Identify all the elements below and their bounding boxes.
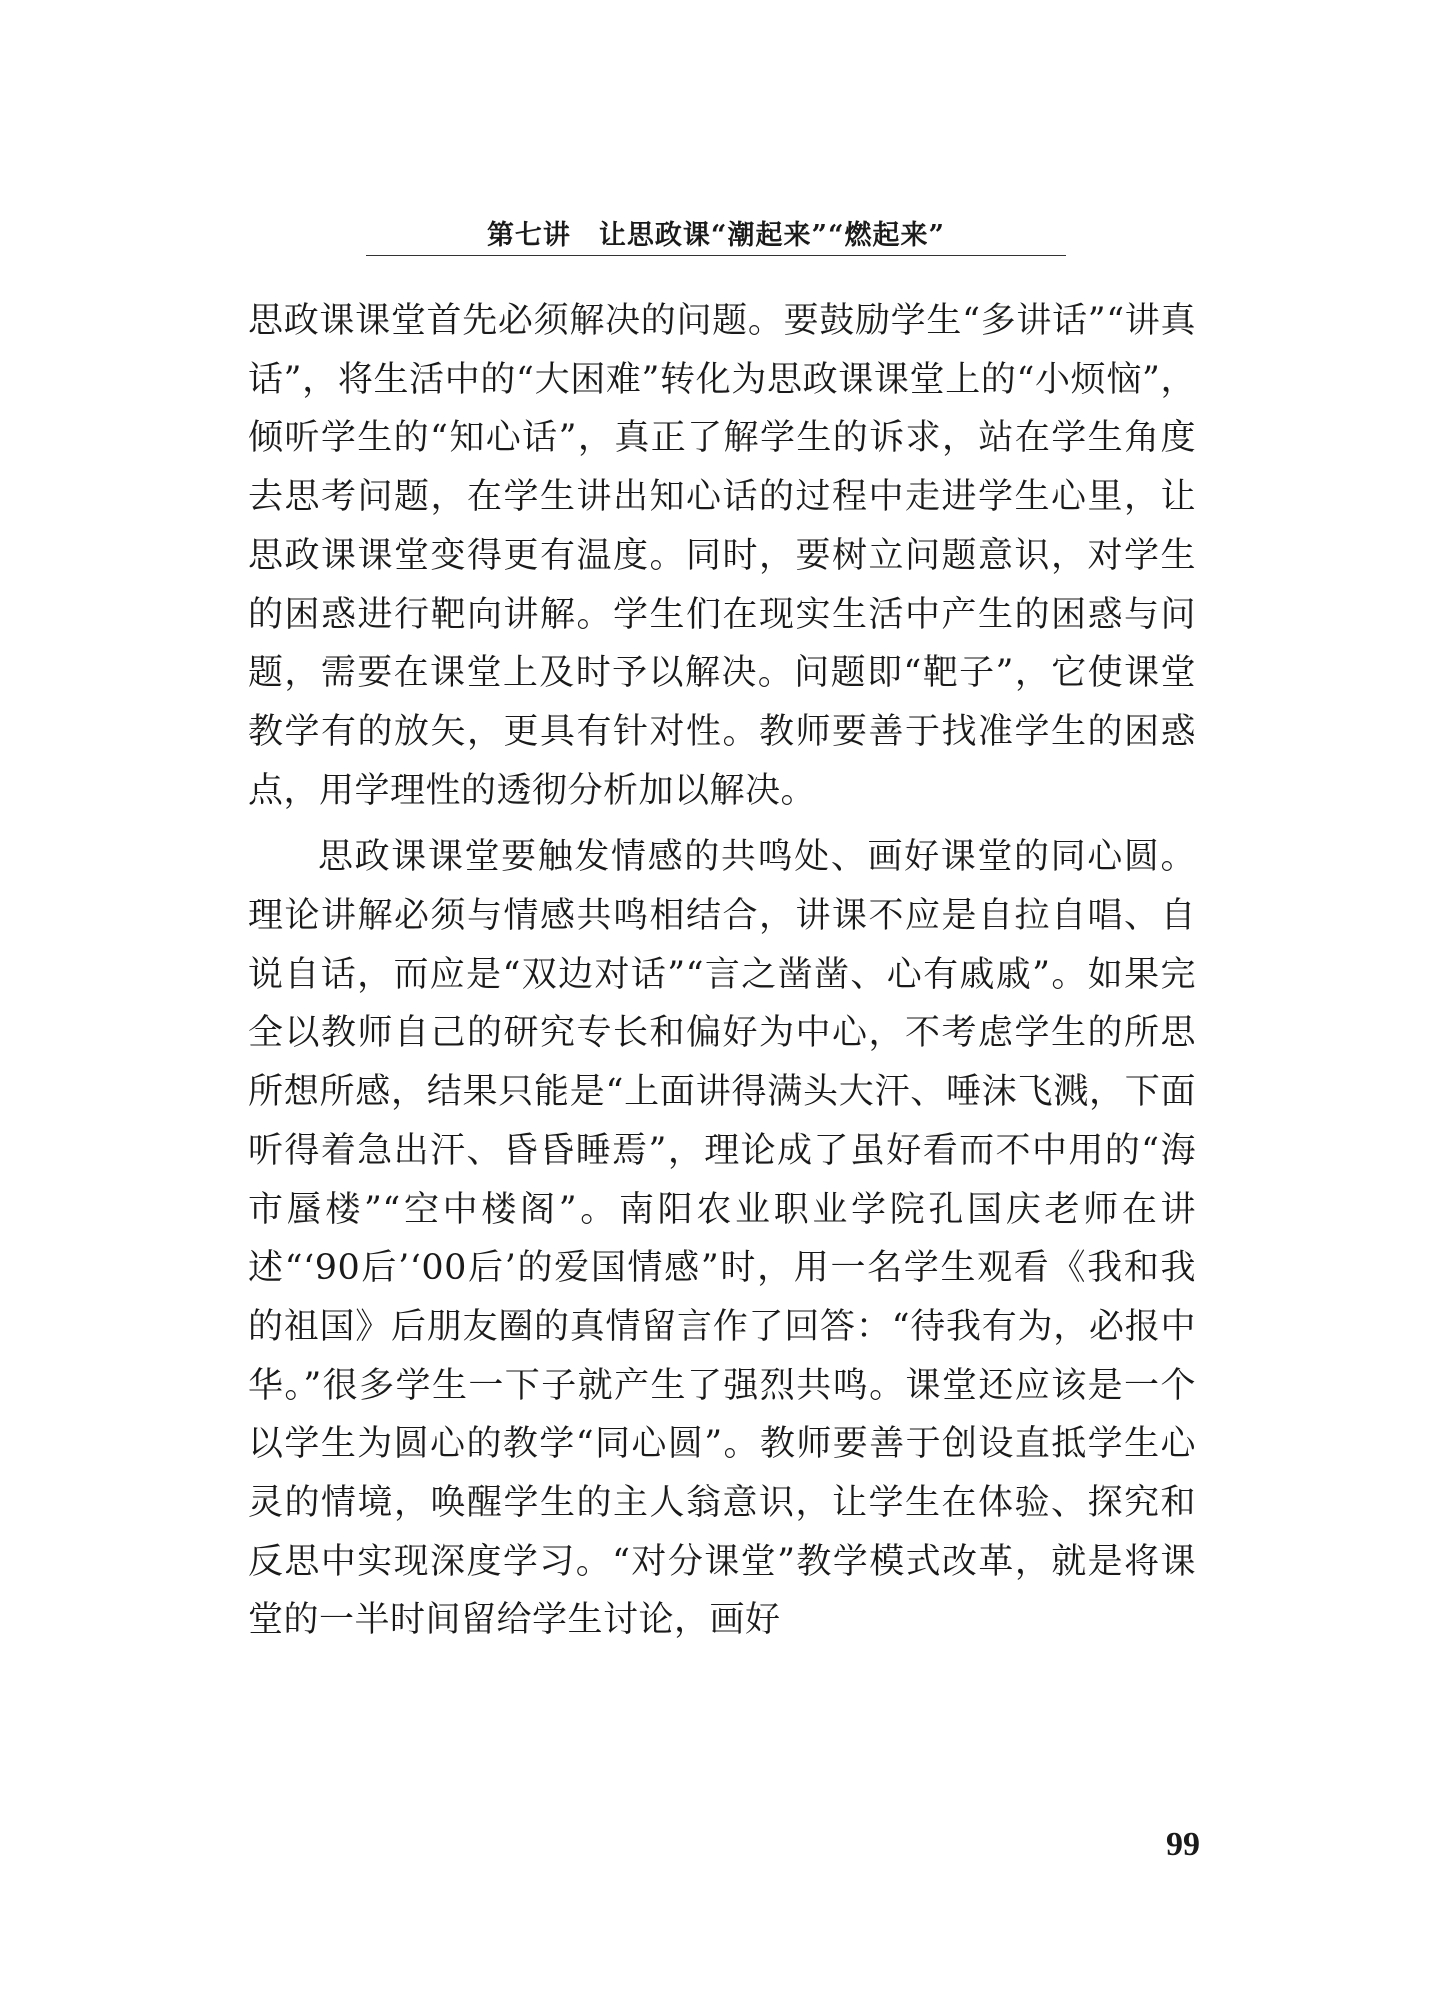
paragraph-2: 思政课课堂要触发情感的共鸣处、画好课堂的同心圆。理论讲解必须与情感共鸣相结合，讲课不应是自拉自唱、自说自话，而应是“双边对话”“言之凿凿、心有戚戚”。如果完全以教师自己的研究专长和偏好为中心，不考虑学生的所思所想所感，结果只能是“上面讲得满头大汗、唾沫飞溅，下面听得着急出汗、昏昏睡焉”，理论成了虽好看而不中用的“海市蜃楼”“空中楼阁”。南阳农业职业学院孔国庆老师在讲述“‘90后’‘00后’的爱国情感”时，用一名学生观看《我和我的祖国》后朋友圈的真情留言作了回答：“待我有为，必报中华。”很多学生一下子就产生了强烈共鸣。课堂还应该是一个以学生为圆心的教学“同心圆”。教师要善于创设直抵学生心灵的情境，唤醒学生的主人翁意识，让学生在体验、探究和反思中实现深度学习。“对分课堂”教学模式改革，就是将课堂的一半时间留给学生讨论，画好 <box>248 837 1196 1641</box>
page-number: 99 <box>1166 1826 1200 1863</box>
paragraph-1: 思政课课堂首先必须解决的问题。要鼓励学生“多讲话”“讲真话”，将生活中的“大困难”转化为思政课课堂上的“小烦恼”，倾听学生的“知心话”，真正了解学生的诉求，站在学生角度去思考问题，在学生讲出知心话的过程中走进学生心里，让思政课课堂变得更有温度。同时，要树立问题意识，对学生的困惑进行靶向讲解。学生们在现实生活中产生的困惑与问题，需要在课堂上及时予以解决。问题即“靶子”，它使课堂教学有的放矢，更具有针对性。教师要善于找准学生的困惑点，用学理性的透彻分析加以解决。 <box>248 301 1196 811</box>
running-header: 第七讲 让思政课“潮起来”“燃起来” <box>486 220 946 251</box>
body-text <box>248 292 1196 1650</box>
header-rule <box>366 255 1066 256</box>
